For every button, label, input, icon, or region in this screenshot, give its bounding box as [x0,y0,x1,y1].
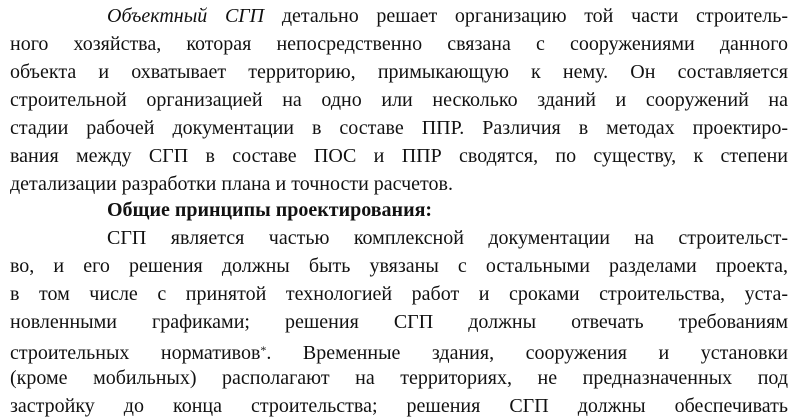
paragraph1-line4: строительной организацией на одно или несколько зданий и сооружений на [10,89,788,111]
paragraph1-line3: объекта и охватывает территорию, примыкающую к нему. Он составляется [10,61,788,83]
section-heading: Общие принципы проектирования: [107,199,433,221]
paragraph2-line1: СГП является частью комплексной документации на строительст- [107,227,788,249]
paragraph2-line3: в том числе с принятой технологией работ и сроками строительства, уста- [10,283,788,305]
paragraph2-line5-rest: . Временные здания, сооружения и установки [266,342,788,364]
paragraph1-line7: детализации разработки плана и точности расчетов. [10,173,453,195]
footnote-marker[interactable]: * [260,343,267,357]
paragraph2-line2: во, и его решения должны быть увязаны с остальными разделами проекта, [10,255,788,277]
paragraph2-line4: новленными графиками; решения СГП должны отвечать требованиям [10,311,788,333]
paragraph2-line6: (кроме мобильных) располагают на территориях, не предназначенных под [10,367,788,389]
paragraph1-line6: вания между СГП в составе ПОС и ППР сводятся, по существу, к степени [10,145,788,167]
italic-term: Объектный СГП [107,5,265,27]
paragraph2-line7: застройку до конца строительства; решения СГП должны обеспечивать [10,395,788,417]
paragraph1-line2: ного хозяйства, которая непосредственно связана с сооружениями данного [10,33,788,55]
paragraph1-line5: стадии рабочей документации в составе ППР. Различия в методах проектиро- [10,117,788,139]
paragraph2-line5-text: строительных нормативов [10,342,261,364]
paragraph1-line1-text: детально решает организацию той части строитель- [264,5,788,27]
paragraph2-line5 [10,336,788,364]
paragraph1-line1 [107,2,788,30]
